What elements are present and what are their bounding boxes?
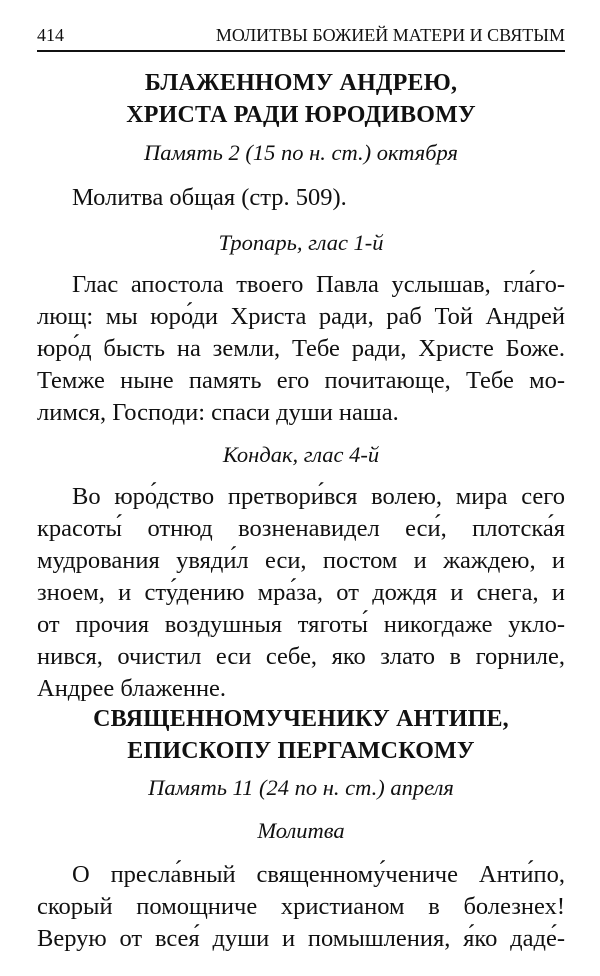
prayer-line: Верую от всея́ души и помышления, я́ко даде́- xyxy=(37,925,565,952)
kontakion-line: от прочия воздушныя тяготы́ никогдаже укло- xyxy=(37,611,565,638)
memory-date: Память 11 (24 по н. ст.) апреля xyxy=(148,775,454,800)
section-title: БЛАЖЕННОМУ АНДРЕЮ, xyxy=(144,70,458,96)
troparion-line: Темже ныне память его почитающе, Тебе мо- xyxy=(37,367,565,394)
page-number: 414 xyxy=(37,25,64,45)
troparion-line: Глас апостола твоего Павла услышав, гла́го- xyxy=(72,271,565,298)
prayer-line: О пресла́вный священному́чениче Анти́по, xyxy=(72,861,565,888)
memory-date: Память 2 (15 по н. ст.) октября xyxy=(144,140,458,165)
general-prayer-ref: Молитва общая (стр. 509). xyxy=(72,184,347,211)
kontakion-heading: Кондак, глас 4-й xyxy=(222,442,380,467)
kontakion-line: нився, очистил еси себе, яко злато в горниле, xyxy=(37,643,565,670)
kontakion-line: зноем, и сту́дению мра́за, от дождя и снега, и xyxy=(37,579,565,606)
header-rule xyxy=(37,50,565,52)
kontakion-line: красоты́ отнюд возненавидел еси́, плотска́я xyxy=(37,515,565,542)
troparion-line: юро́д бысть на земли, Тебе ради, Христе Боже. xyxy=(37,335,565,362)
section-title: СВЯЩЕННОМУЧЕНИКУ АНТИПЕ, xyxy=(93,706,509,732)
troparion-line: лющ: мы юро́ди Христа ради, раб Той Андрей xyxy=(37,303,565,330)
prayer-line: скорый помощниче христианом в болезнех! xyxy=(37,893,565,920)
kontakion-line: мудрования увяди́л еси, постом и жаждею, и xyxy=(37,547,565,574)
troparion-heading: Тропарь, глас 1-й xyxy=(218,230,384,255)
running-title: МОЛИТВЫ БОЖИЕЙ МАТЕРИ И СВЯТЫМ xyxy=(215,25,565,45)
prayer-heading: Молитва xyxy=(257,818,345,843)
kontakion-line: Андрее блаженне. xyxy=(37,675,227,702)
section-title: ЕПИСКОПУ ПЕРГАМСКОМУ xyxy=(127,738,475,764)
section-title: ХРИСТА РАДИ ЮРОДИВОМУ xyxy=(126,102,476,128)
troparion-line: лимся, Господи: спаси души наша. xyxy=(37,399,399,426)
kontakion-line: Во юро́дство претвори́вся волею, мира сего xyxy=(72,483,565,510)
